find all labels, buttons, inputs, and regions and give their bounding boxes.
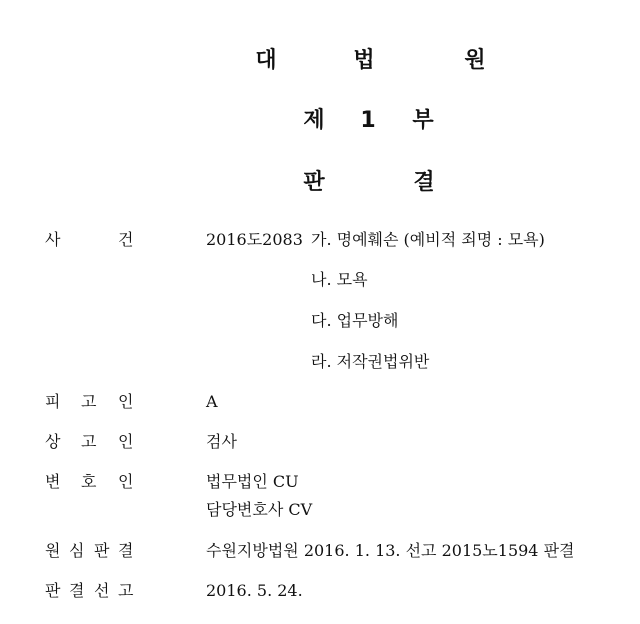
label-char: 결 xyxy=(69,581,85,600)
label-char: 선 xyxy=(94,581,110,600)
case-number: 2016도2083 xyxy=(206,230,303,249)
charge-item: 라. 저작권법위반 xyxy=(311,352,430,371)
label-char: 피 xyxy=(45,392,61,411)
appellant-value: 검사 xyxy=(206,432,237,451)
judgment-date-label xyxy=(45,580,145,602)
document-type xyxy=(0,170,640,196)
label-char: 상 xyxy=(45,432,61,451)
label-char: 인 xyxy=(118,432,134,451)
label-char: 심 xyxy=(69,541,85,560)
label-char: 고 xyxy=(118,581,134,600)
case-label xyxy=(45,229,145,251)
document-type-char: 결 xyxy=(413,170,435,195)
defendant-value: A xyxy=(206,392,218,411)
division-name-char: 1 xyxy=(360,108,376,133)
label-char: 인 xyxy=(118,392,134,411)
lower-judgment-label xyxy=(45,540,145,562)
counsel-label xyxy=(45,471,145,493)
label-char: 변 xyxy=(45,472,61,491)
label-char: 호 xyxy=(81,472,97,491)
label-char: 고 xyxy=(81,432,97,451)
appellant-label xyxy=(45,431,145,453)
court-name-char: 대 xyxy=(255,48,277,73)
court-name xyxy=(0,48,640,74)
charge-item: 가. 명예훼손 (예비적 죄명 : 모욕) xyxy=(311,230,545,249)
label-char: 결 xyxy=(118,541,134,560)
counsel-attorney: 담당변호사 CV xyxy=(206,500,313,519)
judgment-date-value: 2016. 5. 24. xyxy=(206,581,303,600)
document-type-char: 판 xyxy=(303,170,325,195)
label-char: 고 xyxy=(81,392,97,411)
division-name-char: 부 xyxy=(412,108,434,133)
division-name xyxy=(0,108,640,134)
division-name-char: 제 xyxy=(303,108,325,133)
counsel-firm: 법무법인 CU xyxy=(206,472,299,491)
defendant-label xyxy=(45,391,145,413)
label-char: 건 xyxy=(118,230,134,249)
court-name-char: 원 xyxy=(464,48,486,73)
label-char: 판 xyxy=(94,541,110,560)
charge-item: 나. 모욕 xyxy=(311,270,368,289)
charge-item: 다. 업무방해 xyxy=(311,311,399,330)
court-name-char: 법 xyxy=(353,48,375,73)
label-char: 원 xyxy=(45,541,61,560)
label-char: 판 xyxy=(45,581,61,600)
lower-judgment-value: 수원지방법원 2016. 1. 13. 선고 2015노1594 판결 xyxy=(206,541,575,560)
label-char: 인 xyxy=(118,472,134,491)
label-char: 사 xyxy=(45,230,61,249)
